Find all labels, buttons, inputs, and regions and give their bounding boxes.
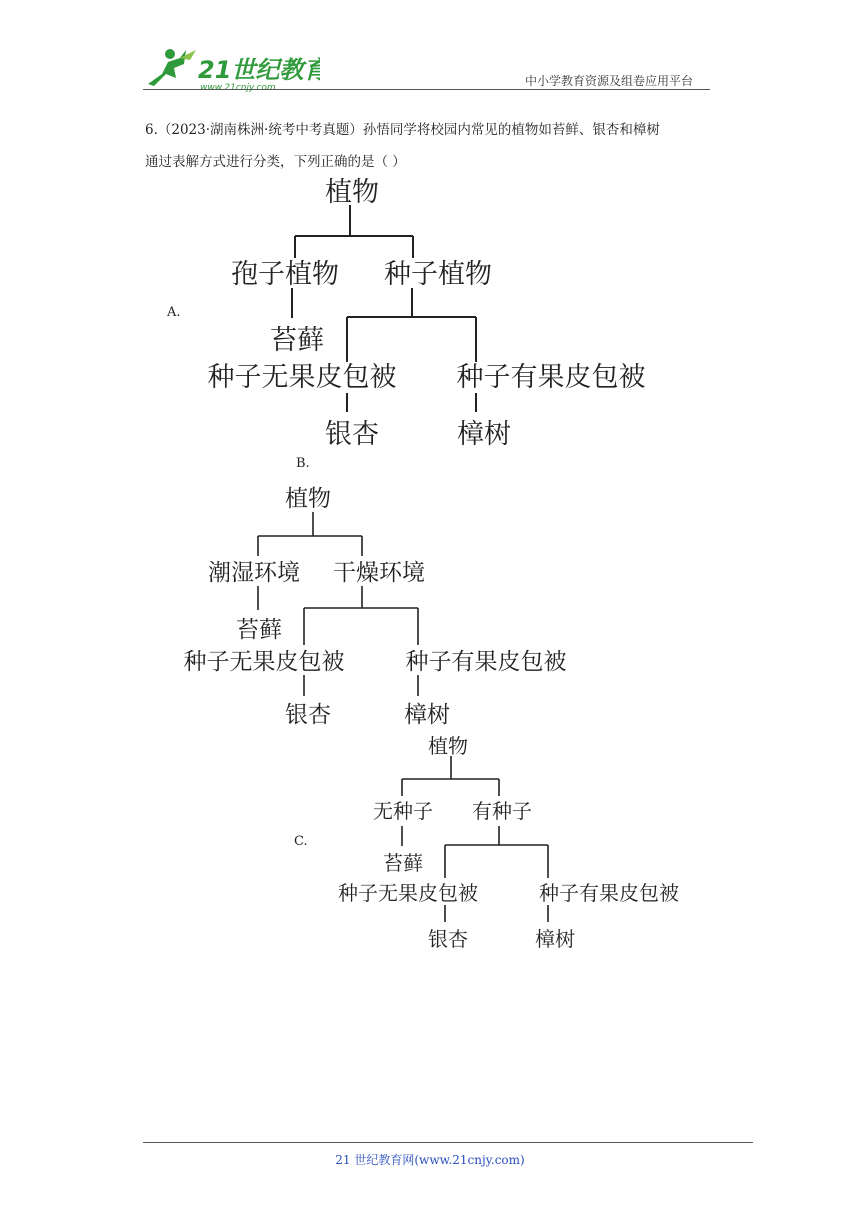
option-c-right: 有种子 [472,799,532,823]
option-a-left-child: 苔藓 [270,325,324,356]
option-c-right-right: 种子有果皮包被 [539,881,679,905]
option-c-label[interactable]: C. [294,834,308,849]
question-line-1: 6.（2023·湖南株洲·统考中考真题）孙悟同学将校园内常见的植物如苔鲜、银杏和樟树 [145,122,660,138]
option-b-leaf-right: 樟树 [404,702,450,728]
footer-divider [143,1142,753,1143]
platform-name: 中小学教育资源及组卷应用平台 [525,74,694,88]
option-c-leaf-right: 樟树 [535,927,575,951]
option-a-left: 孢子植物 [231,259,339,290]
logo-url: www.21cnjy.com [200,83,276,93]
option-c-left-child: 苔藓 [383,851,423,875]
question-line-2: 通过表解方式进行分类，下列正确的是（ ） [145,154,406,170]
option-c-right-left: 种子无果皮包被 [338,881,478,905]
option-b-leaf-left: 银杏 [285,702,331,728]
option-a-leaf-right: 樟树 [457,419,511,450]
option-a-right-right: 种子有果皮包被 [456,362,646,393]
option-a-label[interactable]: A. [167,305,181,320]
option-b-root: 植物 [285,486,331,512]
footer-link[interactable]: 21 世纪教育网(www.21cnjy.com) [335,1153,525,1167]
option-b-left: 潮湿环境 [208,560,300,586]
option-a-leaf-left: 银杏 [325,419,379,450]
option-c-left: 无种子 [373,799,433,823]
option-c-root: 植物 [428,734,468,758]
option-b-left-child: 苔藓 [236,617,282,643]
option-b-label[interactable]: B. [296,456,310,471]
option-b-right-right: 种子有果皮包被 [405,649,567,675]
option-a-right: 种子植物 [384,259,492,290]
option-b-right: 干燥环境 [333,560,425,586]
option-c-leaf-left: 银杏 [428,927,468,951]
logo-text: 21世纪教育 [198,56,320,84]
option-a-right-left: 种子无果皮包被 [207,362,397,393]
option-a-root: 植物 [325,177,379,208]
option-b-right-left: 种子无果皮包被 [183,649,345,675]
